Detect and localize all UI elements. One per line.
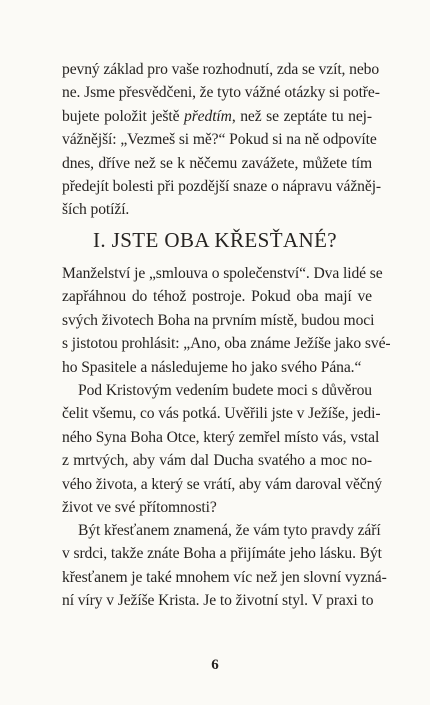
- page-number: 6: [211, 657, 219, 673]
- text-line: ho Spasitele a následujeme ho jako svého Pána.“: [62, 358, 362, 376]
- paragraph-2: [62, 379, 382, 519]
- section-heading: I. JSTE OBA KŘESŤANÉ?: [92, 228, 338, 252]
- text-line: s jistotou prohlásit: „Ano, oba známe Ježíše jako své-: [62, 335, 391, 353]
- emphasized-word: předtím: [184, 107, 232, 125]
- text-line: Pod Kristovým vedením budete moci s důvěrou: [78, 382, 372, 399]
- text-line: ní víry v Ježíše Krista. Je to životní styl. V praxi to: [62, 592, 374, 610]
- intro-paragraph: [62, 58, 382, 222]
- text-line: Manželství je „smlouva o společenství“. Dva lidé se: [62, 265, 383, 282]
- text-line: ších potíží.: [62, 201, 130, 219]
- text-line: předejít bolesti při pozdější snaze o nápravu vážněj-: [62, 177, 382, 195]
- text-line: čelit všemu, co vás potká. Uvěřili jste v Ježíše, jedi-: [62, 405, 381, 423]
- text-line: ného Syna Boha Otce, který zemřel místo vás, vstal: [62, 428, 380, 446]
- paragraph-1: [62, 262, 391, 379]
- text-line: [62, 105, 372, 128]
- text-line: zapřáhnou do téhož postroje. Pokud oba mají ve: [62, 288, 372, 306]
- text-line: život ve své přítomnosti?: [62, 498, 217, 516]
- text-line: dnes, dříve než se k něčemu zavážete, můžete tím: [62, 154, 372, 172]
- text-run: bujete položit ještě: [62, 107, 185, 125]
- text-line: vého života, a který se vrátí, aby vám daroval věčný: [62, 475, 382, 493]
- text-line: pevný základ pro vaše rozhodnutí, zda se vzít, nebo: [62, 61, 380, 78]
- text-line: vážnější: „Vezmeš si mě?“ Pokud si na ně odpovíte: [62, 131, 377, 149]
- text-line: v srdci, takže znáte Boha a přijímáte jeho lásku. Být: [62, 545, 382, 563]
- text-line: ne. Jsme přesvědčeni, že tyto vážné otázky si potře-: [62, 84, 380, 102]
- text-line: Být křesťanem znamená, že vám tyto pravdy září: [78, 522, 381, 539]
- text-line: z mrtvých, aby vám dal Ducha svatého a moc no-: [62, 452, 372, 470]
- text-line: svých životech Boha na prvním místě, budou moci: [62, 311, 375, 329]
- text-run: , než se zeptáte tu nej-: [231, 107, 373, 125]
- paragraph-3: [62, 519, 387, 613]
- text-line: křesťanem je také mnohem víc než jen slovní vyzná-: [62, 568, 387, 586]
